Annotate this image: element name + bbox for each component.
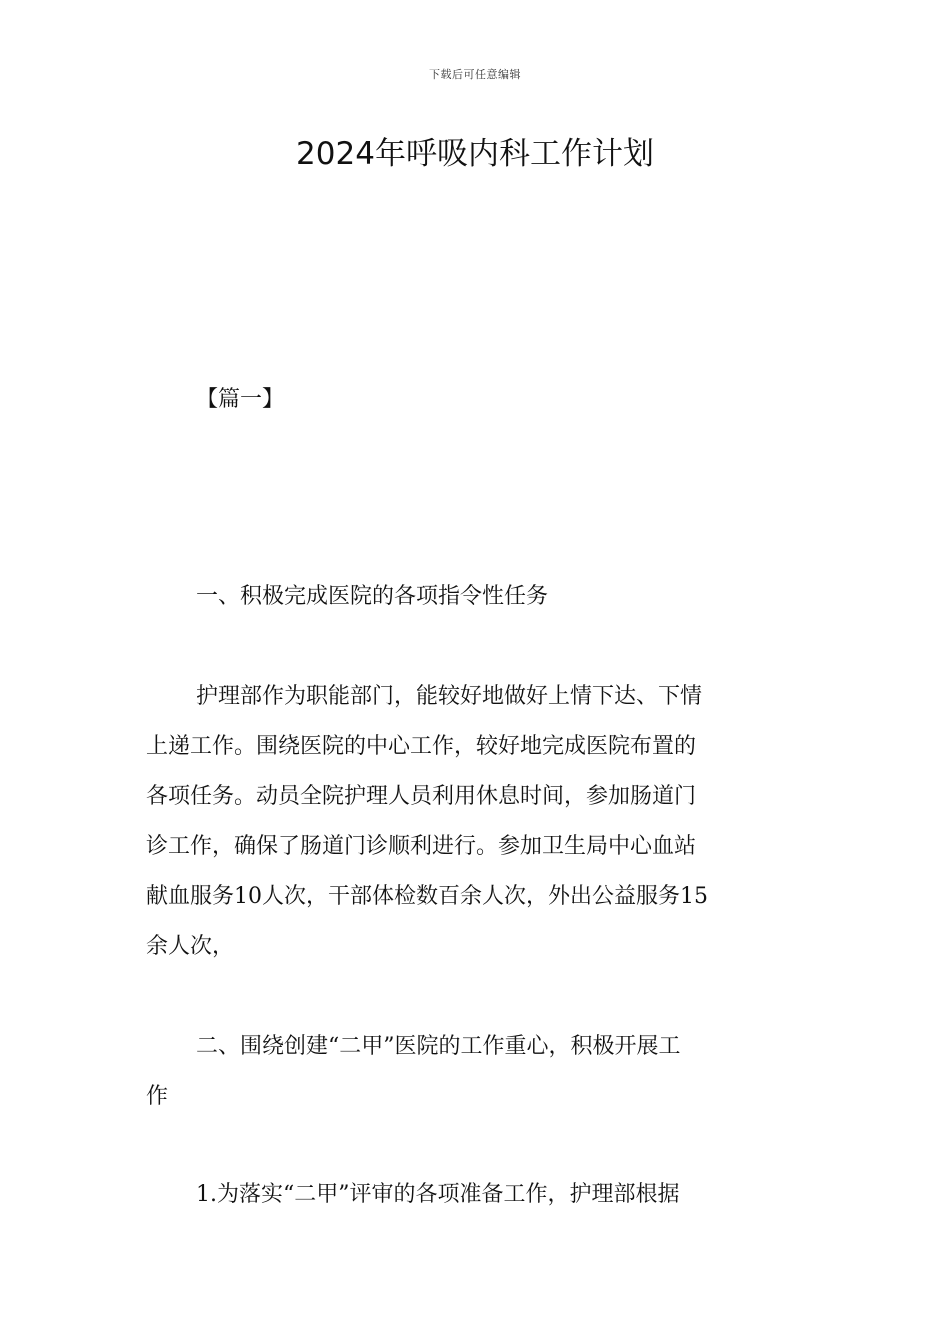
- paragraph-line: 献血服务10人次，干部体检数百余人次，外出公益服务15: [146, 884, 708, 909]
- section-heading-1: 一、积极完成医院的各项指令性任务: [196, 584, 549, 609]
- paragraph-2: [146, 1170, 808, 1220]
- section-heading-2: [146, 1022, 808, 1122]
- paragraph-line: 诊工作，确保了肠道门诊顺利进行。参加卫生局中心血站: [146, 834, 697, 859]
- paragraph-line: 1.为落实“二甲”评审的各项准备工作，护理部根据: [196, 1182, 680, 1207]
- paragraph-line: 余人次，: [146, 934, 235, 959]
- paragraph-line: 护理部作为职能部门，能较好地做好上情下达、下情: [196, 684, 703, 709]
- header-note: 下载后可任意编辑: [429, 68, 521, 81]
- heading-line: 二、围绕创建“二甲”医院的工作重心，积极开展工: [196, 1034, 681, 1059]
- heading-line: 作: [146, 1084, 169, 1109]
- paragraph-line: 各项任务。动员全院护理人员利用休息时间，参加肠道门: [146, 784, 697, 809]
- section-marker: 【篇一】: [196, 387, 285, 412]
- paragraph-1: [146, 672, 808, 972]
- document-title: 2024年呼吸内科工作计划: [296, 136, 654, 172]
- paragraph-line: 上递工作。围绕医院的中心工作，较好地完成医院布置的: [146, 734, 697, 759]
